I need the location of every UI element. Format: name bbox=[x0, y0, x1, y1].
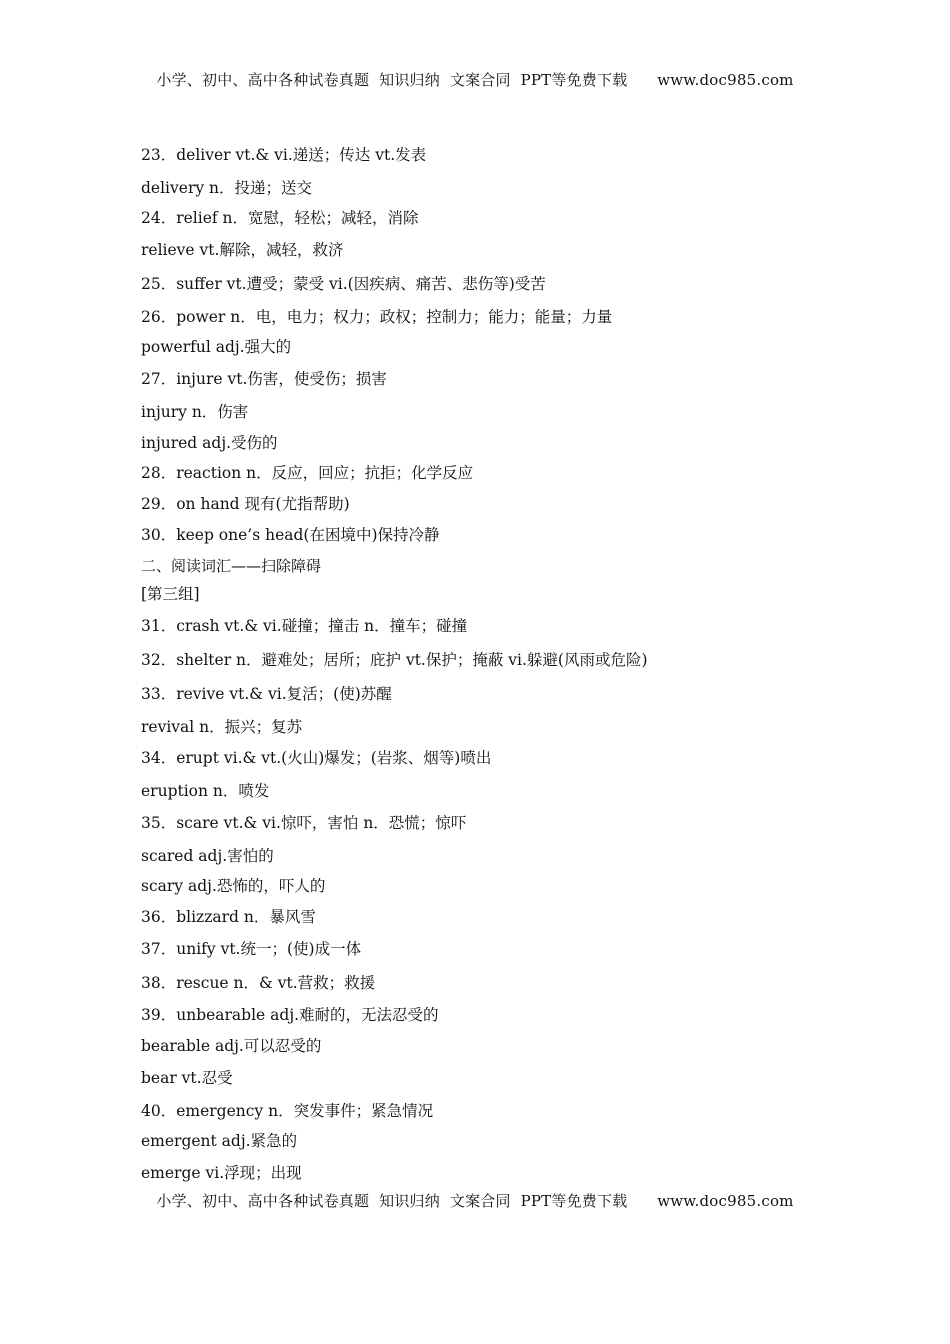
entry-33-revive: 33．revive vt.& vi.复活；(使)苏醒 bbox=[141, 685, 392, 703]
entry-37-unify: 37．unify vt.统一；(使)成一体 bbox=[141, 940, 362, 958]
entry-injury: injury n．伤害 bbox=[141, 403, 249, 421]
entry-delivery: delivery n．投递；送交 bbox=[141, 179, 313, 197]
entry-24-relief: 24．relief n．宽慰，轻松；减轻，消除 bbox=[141, 209, 419, 227]
entry-26-power: 26．power n．电，电力；权力；政权；控制力；能力；能量；力量 bbox=[141, 308, 613, 326]
entry-32-shelter: 32．shelter n．避难处；居所；庇护 vt.保护；掩蔽 vi.躲避(风雨或危险) bbox=[141, 651, 648, 669]
entry-bear: bear vt.忍受 bbox=[141, 1069, 233, 1087]
entry-emergent: emergent adj.紧急的 bbox=[141, 1132, 298, 1150]
entry-35-scare: 35．scare vt.& vi.惊吓，害怕 n．恐慌；惊吓 bbox=[141, 814, 467, 832]
entry-40-emergency: 40．emergency n．突发事件；紧急情况 bbox=[141, 1102, 434, 1120]
entry-bearable: bearable adj.可以忍受的 bbox=[141, 1037, 322, 1055]
entry-relieve: relieve vt.解除，减轻，救济 bbox=[141, 241, 344, 259]
entry-powerful: powerful adj.强大的 bbox=[141, 338, 292, 356]
entry-injured: injured adj.受伤的 bbox=[141, 434, 278, 452]
entry-emerge: emerge vi.浮现；出现 bbox=[141, 1164, 302, 1182]
section-heading-reading-vocabulary: 二、阅读词汇——扫除障碍 bbox=[141, 557, 322, 575]
entry-39-unbearable: 39．unbearable adj.难耐的，无法忍受的 bbox=[141, 1006, 439, 1024]
header-banner: 小学、初中、高中各种试卷真题 知识归纳 文案合同 PPT等免费下载 www.doc985.com bbox=[156, 71, 794, 89]
entry-eruption: eruption n．喷发 bbox=[141, 782, 270, 800]
footer-banner: 小学、初中、高中各种试卷真题 知识归纳 文案合同 PPT等免费下载 www.doc985.com bbox=[156, 1192, 794, 1210]
entry-31-crash: 31．crash vt.& vi.碰撞；撞击 n．撞车；碰撞 bbox=[141, 617, 468, 635]
entry-25-suffer: 25．suffer vt.遭受；蒙受 vi.(因疾病、痛苦、悲伤等)受苦 bbox=[141, 275, 546, 293]
entry-30-keep-ones-head: 30．keep one’s head(在困境中)保持冷静 bbox=[141, 526, 440, 544]
entry-scared: scared adj.害怕的 bbox=[141, 847, 274, 865]
entry-29-on-hand: 29．on hand 现有(尤指帮助) bbox=[141, 495, 350, 513]
entry-38-rescue: 38．rescue n．& vt.营救；救援 bbox=[141, 974, 376, 992]
entry-28-reaction: 28．reaction n．反应，回应；抗拒；化学反应 bbox=[141, 464, 474, 482]
entry-scary: scary adj.恐怖的，吓人的 bbox=[141, 877, 326, 895]
entry-34-erupt: 34．erupt vi.& vt.(火山)爆发；(岩浆、烟等)喷出 bbox=[141, 749, 492, 767]
group-label: [第三组] bbox=[141, 585, 200, 603]
entry-36-blizzard: 36．blizzard n．暴风雪 bbox=[141, 908, 316, 926]
entry-27-injure: 27．injure vt.伤害，使受伤；损害 bbox=[141, 370, 387, 388]
entry-23-deliver: 23．deliver vt.& vi.递送；传达 vt.发表 bbox=[141, 146, 427, 164]
entry-revival: revival n．振兴；复苏 bbox=[141, 718, 303, 736]
